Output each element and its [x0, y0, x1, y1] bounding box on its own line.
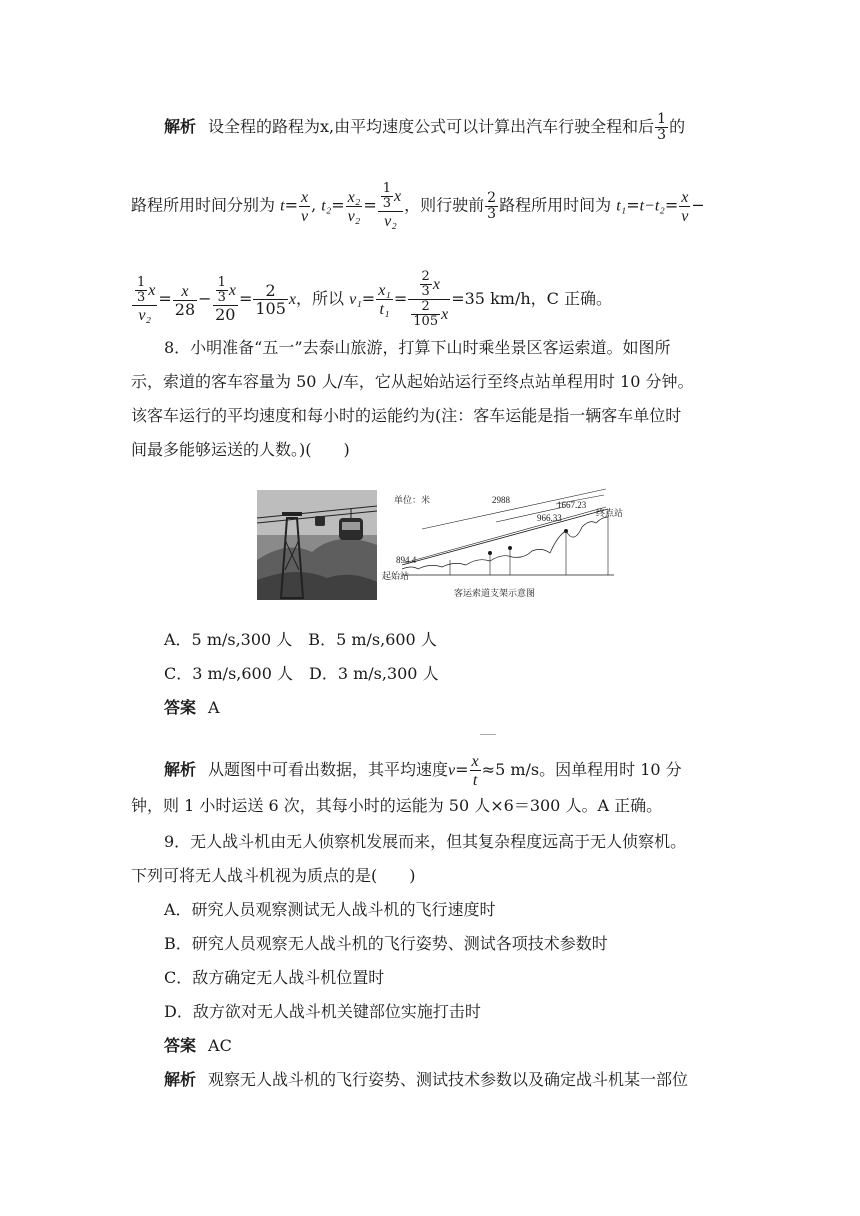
length-2988-label: 2988 — [492, 495, 510, 505]
question-8-line-2: 示，索道的客车容量为 50 人/车，它从起始站运行至终点站单程用时 10 分钟。 — [131, 372, 694, 391]
question-8-line-3: 该客车运行的平均速度和每小时的运能约为(注：客车运能是指一辆客车单位时 — [131, 406, 682, 425]
divider — [480, 734, 496, 735]
answer-value: A — [208, 698, 220, 717]
elevation-1667-label: 1667.23 — [557, 500, 587, 510]
explanation-9-line-1: 解析 观察无人战斗机的飞行姿势、测试技术参数以及确定战斗机某一部位 — [164, 1070, 689, 1089]
diagram-caption: 客运索道支架示意图 — [454, 589, 536, 599]
cable-car-photo — [257, 490, 377, 600]
fraction-one-third: $\frac{1}{3}$ — [657, 111, 667, 143]
fraction-x2-over-v2: $\frac{\text{x₂}}{\text{v₂}}$ — [347, 188, 361, 225]
cable-car-figure — [257, 487, 637, 602]
fraction-third-x-over-v2: $\frac{1}{3}$ x v₂ — [378, 182, 403, 230]
end-station-label: 终点站 — [596, 509, 624, 519]
question-9-option-d: D．敌方欲对无人战斗机关键部位实施打击时 — [164, 1002, 481, 1021]
elevation-894-label: 894.4 — [396, 555, 417, 565]
question-9-answer: 答案 AC — [164, 1036, 232, 1055]
question-8-answer — [164, 698, 220, 718]
explain-label: 解析 — [164, 117, 197, 136]
question-8-line-1: 8．小明准备“五一”去泰山旅游，打算下山时乘坐景区客运索道。如图所 — [164, 338, 671, 357]
explanation-7-line-2: 路程所用时间分别为 t= $\frac{x}{v}$ , t₂= $\frac{\text{x₂}}{\text{v₂}}$ = $\frac{1}{3}$ x v₂ ，则行驶前 $\frac{2}{3}$ 路程所用时间为 t₁=t−t₂= $\frac{x}{v}$ − — [131, 181, 705, 230]
question-9-line-2: 下列可将无人战斗机视为质点的是( ) — [131, 866, 416, 885]
fraction-x-over-v: $\frac{x}{v}$ — [300, 188, 309, 225]
question-8-options-cd: C．3 m/s,600 人 D．3 m/s,300 人 — [164, 664, 439, 683]
explanation-8-line-2: 钟，则 1 小时运送 6 次，其每小时的运能为 50 人×6＝300 人。A 正确。 — [131, 796, 663, 815]
explanation-8-line-1: 解析 从题图中可看出数据，其平均速度v= $\frac{x}{t}$ ≈5 m/s。因单程用时 10 分 — [164, 753, 682, 789]
fraction-result: $\frac{2}{3}$ x $\frac{2}{105}$ x — [408, 270, 450, 329]
explanation-7-line-1: 解析 设全程的路程为x,由平均速度公式可以计算出汽车行驶全程和后 $\frac{1}{3}$ 的 — [164, 111, 686, 143]
unit-label: 单位：米 — [394, 496, 431, 506]
question-9-option-b: B．研究人员观察无人战斗机的飞行姿势、测试各项技术参数时 — [164, 934, 608, 953]
explanation-7-line-3: $\frac{1}{3}$ x v₂ = $\frac{x}{28}$ − $\frac{1}{3}$ x 20 = $\frac{2}{105}$ x，所以 v₁= $\frac{\text{x₁}}{\text{t₁}}$ = $\frac{2}{3}$ x $\frac{2}{105}$ x =35 km/h，C 正确。 — [131, 270, 612, 329]
answer-label: 答案 — [164, 698, 197, 717]
question-9-option-a: A．研究人员观察测试无人战斗机的飞行速度时 — [164, 900, 496, 919]
question-9-line-1: 9．无人战斗机由无人侦察机发展而来，但其复杂程度远高于无人侦察机。 — [164, 832, 687, 851]
start-station-label: 起始站 — [382, 572, 410, 582]
question-9-option-c: C．敌方确定无人战斗机位置时 — [164, 968, 385, 987]
length-966-label: 966.33 — [537, 513, 562, 523]
question-8-line-4: 间最多能够运送的人数。)( ) — [131, 440, 350, 459]
fraction-two-thirds: $\frac{2}{3}$ — [487, 189, 497, 222]
ropeway-support-diagram — [382, 487, 637, 599]
question-8-options-ab: A．5 m/s,300 人 B．5 m/s,600 人 — [164, 630, 437, 649]
